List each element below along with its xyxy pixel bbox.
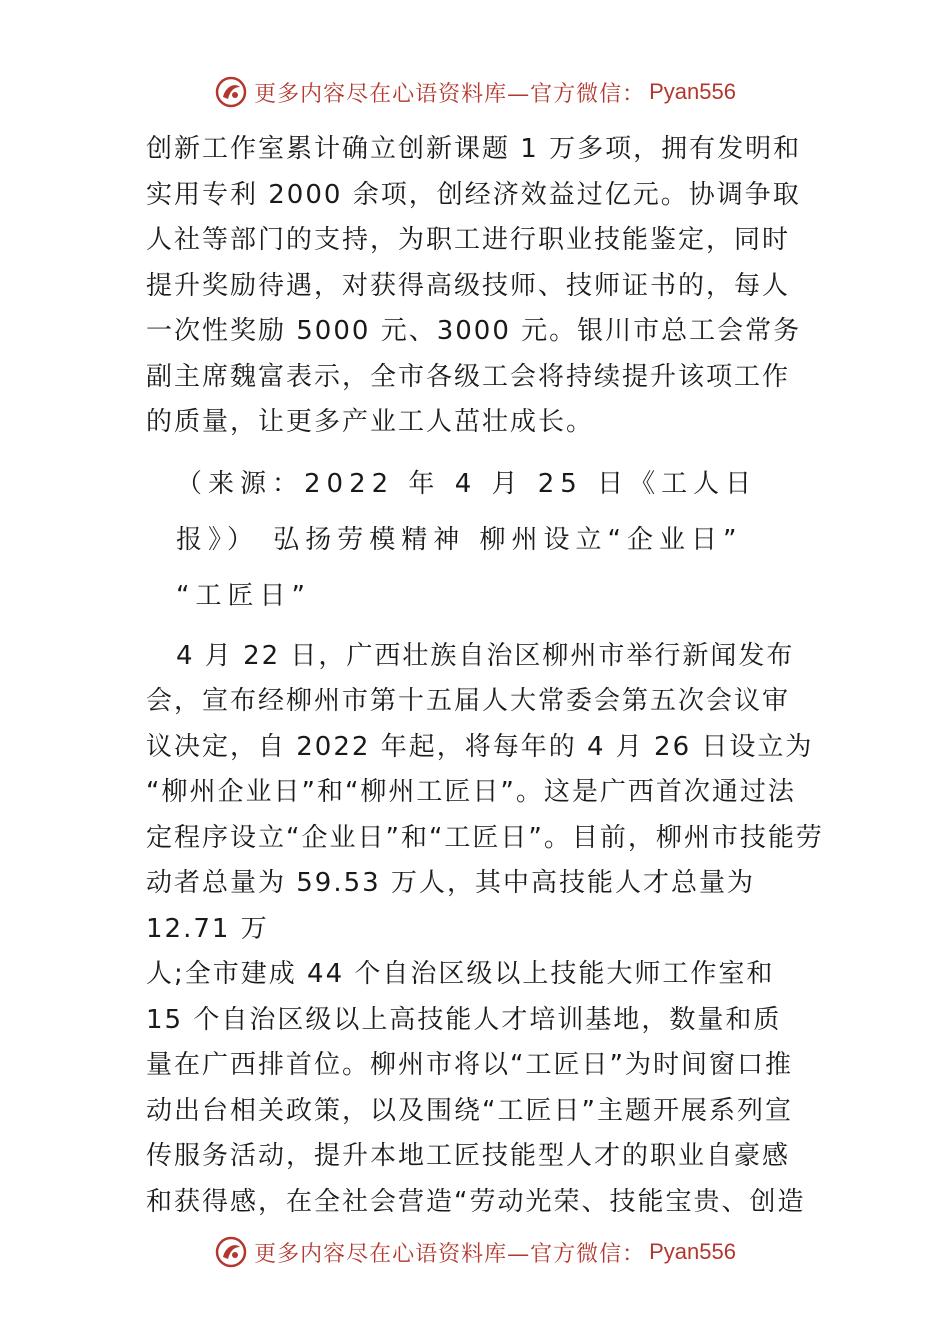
text-line: “柳州企业日”和“柳州工匠日”。这是广西首次通过法 (146, 777, 796, 807)
text-line: 人;全市建成 44 个自治区级以上技能大师工作室和 (146, 959, 775, 989)
text-line: 议决定，自 2022 年起，将每年的 4 月 26 日设立为 (146, 731, 814, 762)
text-line: 副主席魏富表示，全市各级工会将持续提升该项工作 (146, 361, 791, 392)
text-line: 传服务活动，提升本地工匠技能型人才的职业自豪感 (146, 1141, 791, 1171)
text-line: 创新工作室累计确立创新课题 1 万多项，拥有发明和 (146, 134, 802, 164)
text-line: 人社等部门的支持，为职工进行职业技能鉴定，同时 (146, 225, 791, 255)
footer-banner (0, 1230, 950, 1274)
banner-text: 更多内容尽在心语资料库—官方微信： (254, 1241, 646, 1267)
text-line: 动出台相关政策，以及围绕“工匠日”主题开展系列宣 (146, 1095, 793, 1126)
text-line: 和获得感，在全社会营造“劳动光荣、技能宝贵、创造 (146, 1186, 806, 1217)
text-line: 实用专利 2000 余项，创经济效益过亿元。协调争取 (146, 179, 801, 210)
source-line: “工匠日” (176, 580, 311, 611)
banner-wechat-id: Pyan556 (649, 1239, 736, 1264)
text-line: 量在广西排首位。柳州市将以“工匠日”为时间窗口推 (146, 1050, 793, 1080)
logo-icon (214, 1235, 248, 1269)
logo-icon (214, 75, 248, 109)
article-body (146, 127, 826, 1225)
text-line: 定程序设立“企业日”和“工匠日”。目前，柳州市技能劳 (146, 822, 824, 853)
text-line: 动者总量为 59.53 万人，其中高技能人才总量为 (146, 868, 755, 898)
text-line: 15 个自治区级以上高技能人才培训基地，数量和质 (146, 1004, 782, 1035)
text-line: 会，宣布经柳州市第十五届人大常委会第五次会议审 (146, 686, 791, 716)
text-line: 4 月 22 日，广西壮族自治区柳州市举行新闻发布 (176, 640, 795, 671)
text-line: 的质量，让更多产业工人茁壮成长。 (146, 407, 595, 437)
source-line: 报》） 弘扬劳模精神 柳州设立“企业日” (176, 524, 743, 555)
header-banner (0, 70, 950, 114)
text-line: 提升奖励待遇，对获得高级技师、技师证书的，每人 (146, 270, 791, 301)
banner-wechat-id: Pyan556 (649, 79, 736, 104)
text-line: 12.71 万 (146, 913, 269, 944)
source-line: （来源：2022 年 4 月 25 日《工人日 (176, 468, 758, 499)
text-line: 一次性奖励 5000 元、3000 元。银川市总工会常务 (146, 316, 802, 346)
banner-text: 更多内容尽在心语资料库—官方微信： (254, 81, 646, 107)
